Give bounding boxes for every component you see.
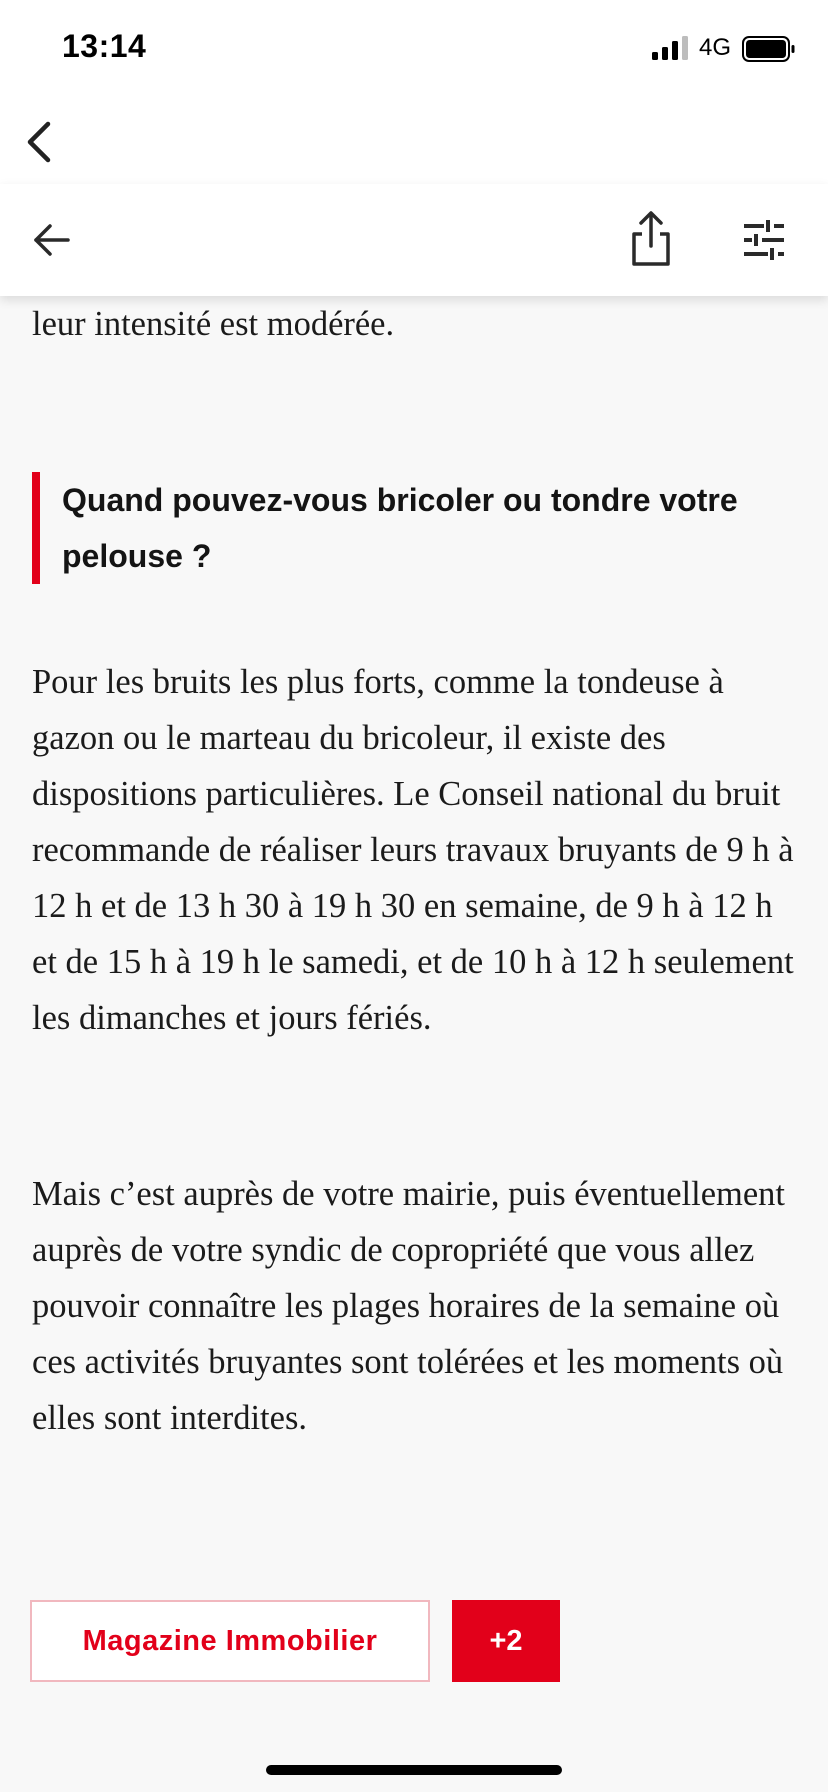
sliders-settings-icon[interactable] <box>742 218 786 262</box>
article-paragraph: Mais c’est auprès de votre mairie, puis éventuellement auprès de votre syndic de copropriété que vous allez pouvoir connaître les plages horaires de la semaine où ces activités bruyantes sont tolérées et les moments où elles sont interdites. <box>32 1175 785 1437</box>
status-bar <box>0 0 828 100</box>
heading-text: Quand pouvez-vous bricoler ou tondre votre pelouse ? <box>62 482 738 574</box>
status-time: 13:14 <box>62 28 147 64</box>
home-indicator <box>266 1765 562 1775</box>
more-tags-button[interactable]: +2 <box>452 1600 560 1682</box>
section-heading <box>32 472 802 584</box>
arrow-left-icon[interactable] <box>32 220 72 260</box>
browser-nav-bar <box>0 100 828 184</box>
article-paragraph: leur intensité est modérée. <box>32 305 395 343</box>
article-paragraph: Pour les bruits les plus forts, comme la tondeuse à gazon ou le marteau du bricoleur, il existe des dispositions particulières. Le Conseil national du bruit recommande de réaliser leurs travaux bruyants de 9 h à 12 h et de 13 h 30 à 19 h 30 en semaine, de 9 h à 12 h et de 15 h à 19 h le samedi, et de 10 h à 12 h seulement les dimanches et jours fériés. <box>32 663 794 1037</box>
article-toolbar <box>0 184 828 296</box>
cellular-signal-icon <box>652 36 690 60</box>
heading-accent-bar <box>32 472 40 584</box>
battery-icon <box>742 36 796 62</box>
share-icon[interactable] <box>628 210 674 268</box>
tag-magazine-immobilier[interactable]: Magazine Immobilier <box>30 1600 430 1682</box>
network-type: 4G <box>699 34 732 61</box>
chevron-left-icon[interactable] <box>22 118 56 166</box>
